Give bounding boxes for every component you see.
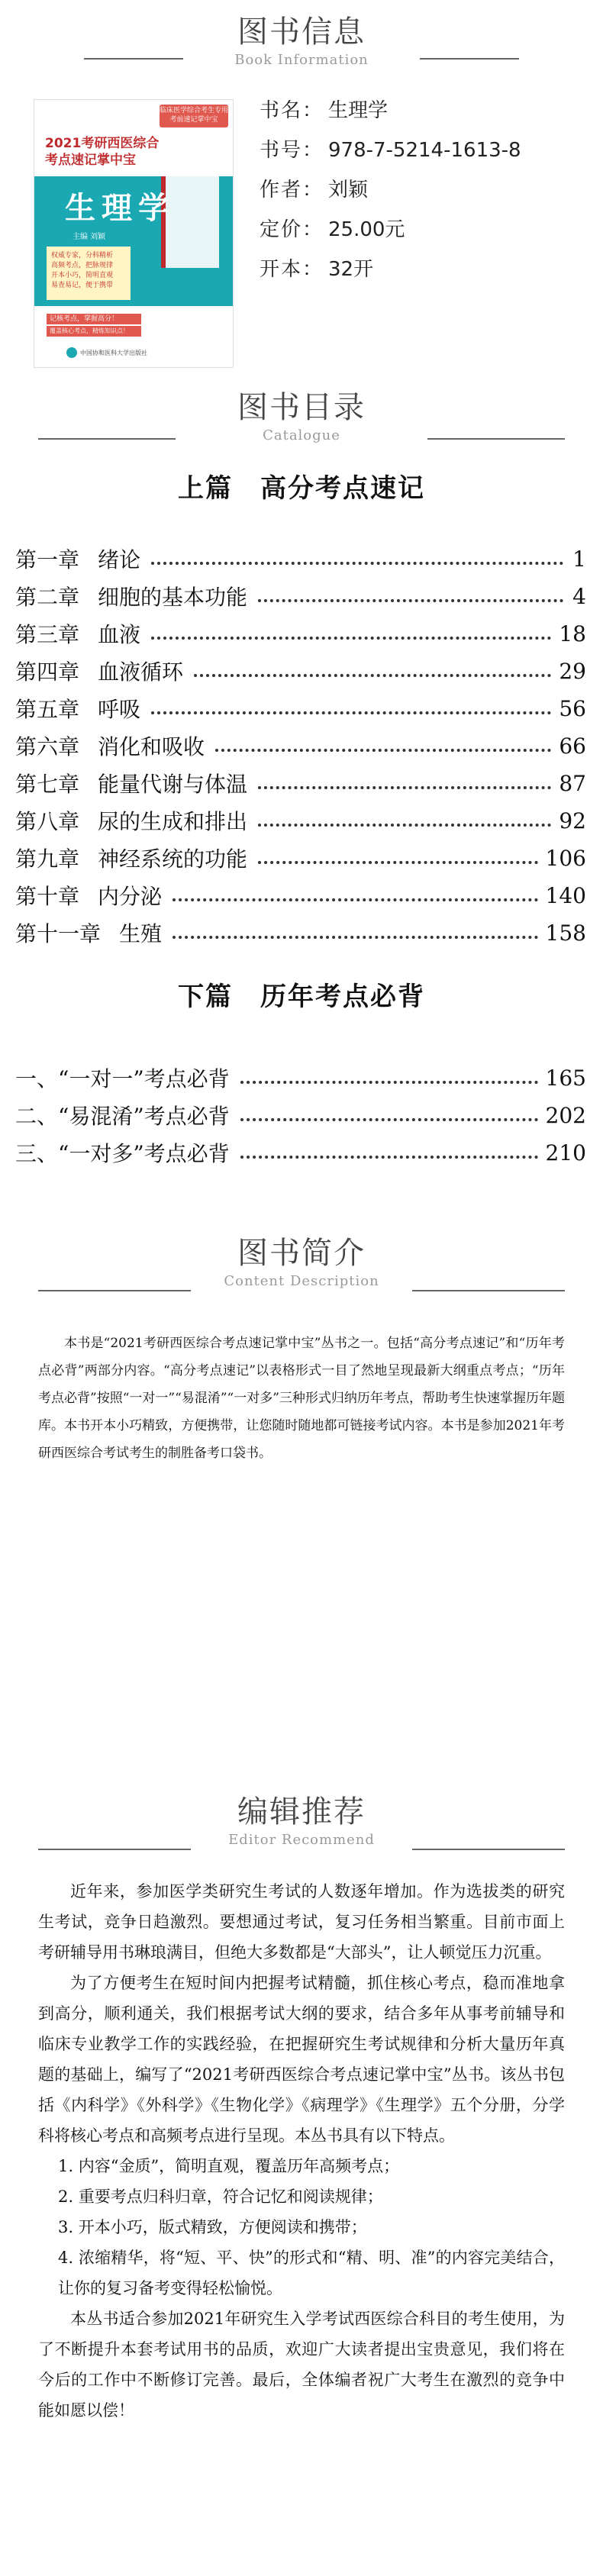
cover-publisher: 中国协和医科大学出版社 — [80, 350, 147, 356]
toc-page-number: 56 — [559, 695, 586, 721]
toc-page-number: 18 — [559, 621, 586, 646]
book-info-row — [260, 253, 373, 282]
toc-leader-dots — [151, 711, 551, 714]
toc-page-number: 66 — [559, 733, 586, 759]
toc-chapter-name: “一对一”考点必背 — [58, 1066, 230, 1091]
toc-entry — [15, 581, 586, 611]
toc-chapter-name: 绪论 — [98, 547, 141, 572]
toc-chapter-number: 第一章 — [15, 547, 80, 572]
toc-chapter-number: 第十章 — [15, 884, 80, 909]
toc-entry — [15, 618, 586, 649]
info-key: 书名： — [260, 99, 324, 122]
toc-chapter-name: 生殖 — [119, 921, 163, 946]
toc-chapter-name: 细胞的基本功能 — [98, 585, 248, 610]
info-key: 书号： — [260, 139, 324, 162]
toc-chapter-number: 二、 — [15, 1104, 59, 1129]
cover-slogan-2: 覆盖核心考点，精炼知识点！ — [47, 326, 141, 337]
toc-chapter-name: “一对多”考点必背 — [58, 1141, 230, 1166]
toc-leader-dots — [173, 936, 538, 939]
divider — [412, 1290, 565, 1291]
toc-part-title: 上篇 高分考点速记 — [178, 473, 425, 504]
cover-editor: 主编 刘颖 — [73, 233, 106, 241]
section-header-recommend — [0, 1794, 603, 1848]
section-title: 图书目录 — [237, 390, 366, 425]
section-subtitle: Catalogue — [263, 427, 340, 443]
toc-chapter-name: 尿的生成和排出 — [98, 809, 248, 834]
section-header-toc — [0, 389, 603, 443]
toc-chapter-number: 一、 — [15, 1066, 59, 1091]
toc-leader-dots — [258, 599, 563, 602]
recommend-paragraph: 为了方便考生在短时间内把握考试精髓，抓住核心考点，稳而准地拿到高分，顺利通关，我们根据考试大纲的要求，结合多年从事考前辅导和临床专业教学工作的实践经验，在把握研究生考试规律和分析大量历年真题的基础上，编写了“2021考研西医综合考点速记掌中宝”丛书。该丛书包括《内科学》《外科学》《生物化学》《病理学》《生理学》五个分册，分学科将核心考点和高频考点进行呈现。本丛书具有以下特点。 — [38, 1974, 565, 2145]
toc-page-number: 29 — [559, 658, 586, 684]
toc-chapter-name: 能量代谢与体温 — [98, 772, 248, 797]
toc-chapter-number: 第四章 — [15, 659, 80, 685]
toc-chapter-number: 第三章 — [15, 622, 80, 647]
toc-entry — [15, 768, 586, 798]
toc-page-number: 140 — [545, 882, 586, 908]
toc-entry — [15, 805, 586, 836]
description-text: 本书是“2021考研西医综合考点速记掌中宝”丛书之一。包括“高分考点速记”和“历年考点必背”两部分内容。“高分考点速记”以表格形式一目了然地呈现最新大纲重点考点；“历年考点必背”按照“一对一”“易混淆”“一对多”三种形式归纳历年考点，帮助考生快速掌握历年题库。本书开本小巧精致，方便携带，让您随时随地都可链接考试内容。本书是参加2021年考研西医综合考试考生的制胜备考口袋书。 — [38, 1336, 565, 1461]
recommend-feature-item: 3. 开本小巧，版式精致，方便阅读和携带； — [58, 2218, 367, 2236]
toc-chapter-name: 血液循环 — [98, 659, 184, 685]
book-info-row — [260, 134, 521, 163]
toc-leader-dots — [194, 674, 551, 677]
publisher-logo-icon — [66, 347, 77, 358]
toc-part-title: 下篇 历年考点必背 — [178, 982, 425, 1012]
cover-badge: 临床医学综合考生专用 考前速记掌中宝 — [160, 105, 228, 127]
divider — [38, 1849, 191, 1850]
section-subtitle: Book Information — [234, 52, 369, 68]
toc-chapter-number: 第七章 — [15, 772, 80, 797]
toc-leader-dots — [258, 786, 551, 789]
toc-entry — [15, 843, 586, 873]
toc-leader-dots — [173, 898, 538, 901]
toc-page-number: 202 — [545, 1102, 586, 1128]
info-value: 978-7-5214-1613-8 — [328, 139, 521, 162]
toc-chapter-name: 呼吸 — [98, 697, 141, 722]
cover-feature-lines: 权威专家，分科精析 高频考点，把脉规律 开本小巧，简明直观 易查易记，便于携带 — [51, 252, 114, 289]
toc-chapter-number: 第二章 — [15, 585, 80, 610]
section-title: 图书信息 — [237, 15, 366, 50]
divider — [84, 58, 183, 60]
toc-leader-dots — [151, 637, 551, 640]
cover-title: 生理学 — [65, 191, 175, 226]
recommend-feature-item: 4. 浓缩精华，将“短、平、快”的形式和“精、明、准”的内容完美结合，让你的复习备考变得轻松愉悦。 — [58, 2249, 565, 2297]
cover-series-subtitle: 考点速记掌中宝 — [45, 153, 136, 168]
toc-leader-dots — [215, 749, 551, 752]
toc-chapter-name: 内分泌 — [98, 884, 163, 909]
section-header-info — [0, 14, 603, 68]
toc-entry — [15, 1062, 586, 1093]
section-subtitle: Editor Recommend — [228, 1832, 375, 1848]
toc-chapter-number: 第五章 — [15, 697, 80, 722]
toc-entry — [15, 917, 586, 948]
info-key: 开本： — [260, 258, 324, 281]
info-key: 定价： — [260, 218, 324, 241]
toc-page-number: 165 — [545, 1065, 586, 1091]
toc-entry — [15, 656, 586, 686]
toc-entry — [15, 543, 586, 574]
toc-leader-dots — [258, 824, 551, 827]
recommend-paragraph: 本丛书适合参加2021年研究生入学考试西医综合科目的考生使用，为了不断提升本套考试用书的品质，欢迎广大读者提出宝贵意见，我们将在今后的工作中不断修订完善。最后，全体编者祝广大考生在激烈的竞争中能如愿以偿！ — [38, 2310, 565, 2420]
toc-entry — [15, 693, 586, 724]
toc-leader-dots — [240, 1118, 538, 1121]
section-title: 编辑推荐 — [237, 1794, 366, 1830]
toc-page-number: 210 — [545, 1140, 586, 1165]
toc-chapter-number: 第十一章 — [15, 921, 102, 946]
toc-entry — [15, 1100, 586, 1130]
toc-chapter-number: 第六章 — [15, 734, 80, 759]
toc-entry — [15, 880, 586, 911]
toc-entry — [15, 1137, 586, 1168]
toc-page-number: 1 — [572, 546, 586, 572]
toc-chapter-number: 第九章 — [15, 846, 80, 872]
book-info-row — [260, 174, 368, 202]
info-value: 32开 — [328, 258, 374, 281]
recommend-paragraph: 近年来，参加医学类研究生考试的人数逐年增加。作为选拔类的研究生考试，竞争日趋激烈。要想通过考试，复习任务相当繁重。目前市面上考研辅导用书琳琅满目，但绝大多数都是“大部头”，让人顿觉压力沉重。 — [38, 1882, 565, 1962]
toc-chapter-number: 三、 — [15, 1141, 59, 1166]
divider — [38, 438, 176, 440]
section-title: 图书简介 — [237, 1236, 366, 1271]
divider — [38, 1290, 191, 1291]
toc-leader-dots — [258, 861, 538, 864]
divider — [420, 58, 519, 60]
toc-leader-dots — [240, 1081, 538, 1084]
info-value: 25.00元 — [328, 218, 405, 241]
recommend-text — [38, 1876, 565, 2426]
toc-page-number: 92 — [559, 808, 586, 833]
toc-chapter-name: “易混淆”考点必背 — [58, 1104, 230, 1129]
toc-chapter-number: 第八章 — [15, 809, 80, 834]
toc-leader-dots — [240, 1156, 538, 1159]
section-subtitle: Content Description — [224, 1273, 379, 1289]
info-key: 作者： — [260, 179, 324, 202]
toc-chapter-name: 血液 — [98, 622, 141, 647]
toc-chapter-name: 神经系统的功能 — [98, 846, 248, 872]
section-header-description — [0, 1235, 603, 1289]
info-value: 刘颖 — [328, 179, 369, 202]
toc-page-number: 106 — [545, 845, 586, 871]
toc-page-number: 158 — [545, 920, 586, 946]
toc-entry — [15, 730, 586, 761]
recommend-feature-item: 2. 重要考点归科归章，符合记忆和阅读规律； — [58, 2188, 383, 2206]
toc-chapter-name: 消化和吸收 — [98, 734, 205, 759]
toc-page-number: 4 — [572, 583, 586, 609]
book-info-row — [260, 95, 388, 123]
book-info-row — [260, 214, 405, 242]
recommend-feature-item: 1. 内容“金质”，简明直观，覆盖历年高频考点； — [58, 2157, 400, 2175]
cover-series-title: 2021考研西医综合 — [45, 136, 160, 151]
cover-slogan-1: 记核考点，掌握高分！ — [47, 314, 141, 324]
info-value: 生理学 — [328, 99, 389, 122]
toc-page-number: 87 — [559, 770, 586, 796]
toc-leader-dots — [151, 562, 563, 565]
book-cover — [34, 99, 234, 368]
divider — [427, 438, 565, 440]
divider — [412, 1849, 565, 1850]
